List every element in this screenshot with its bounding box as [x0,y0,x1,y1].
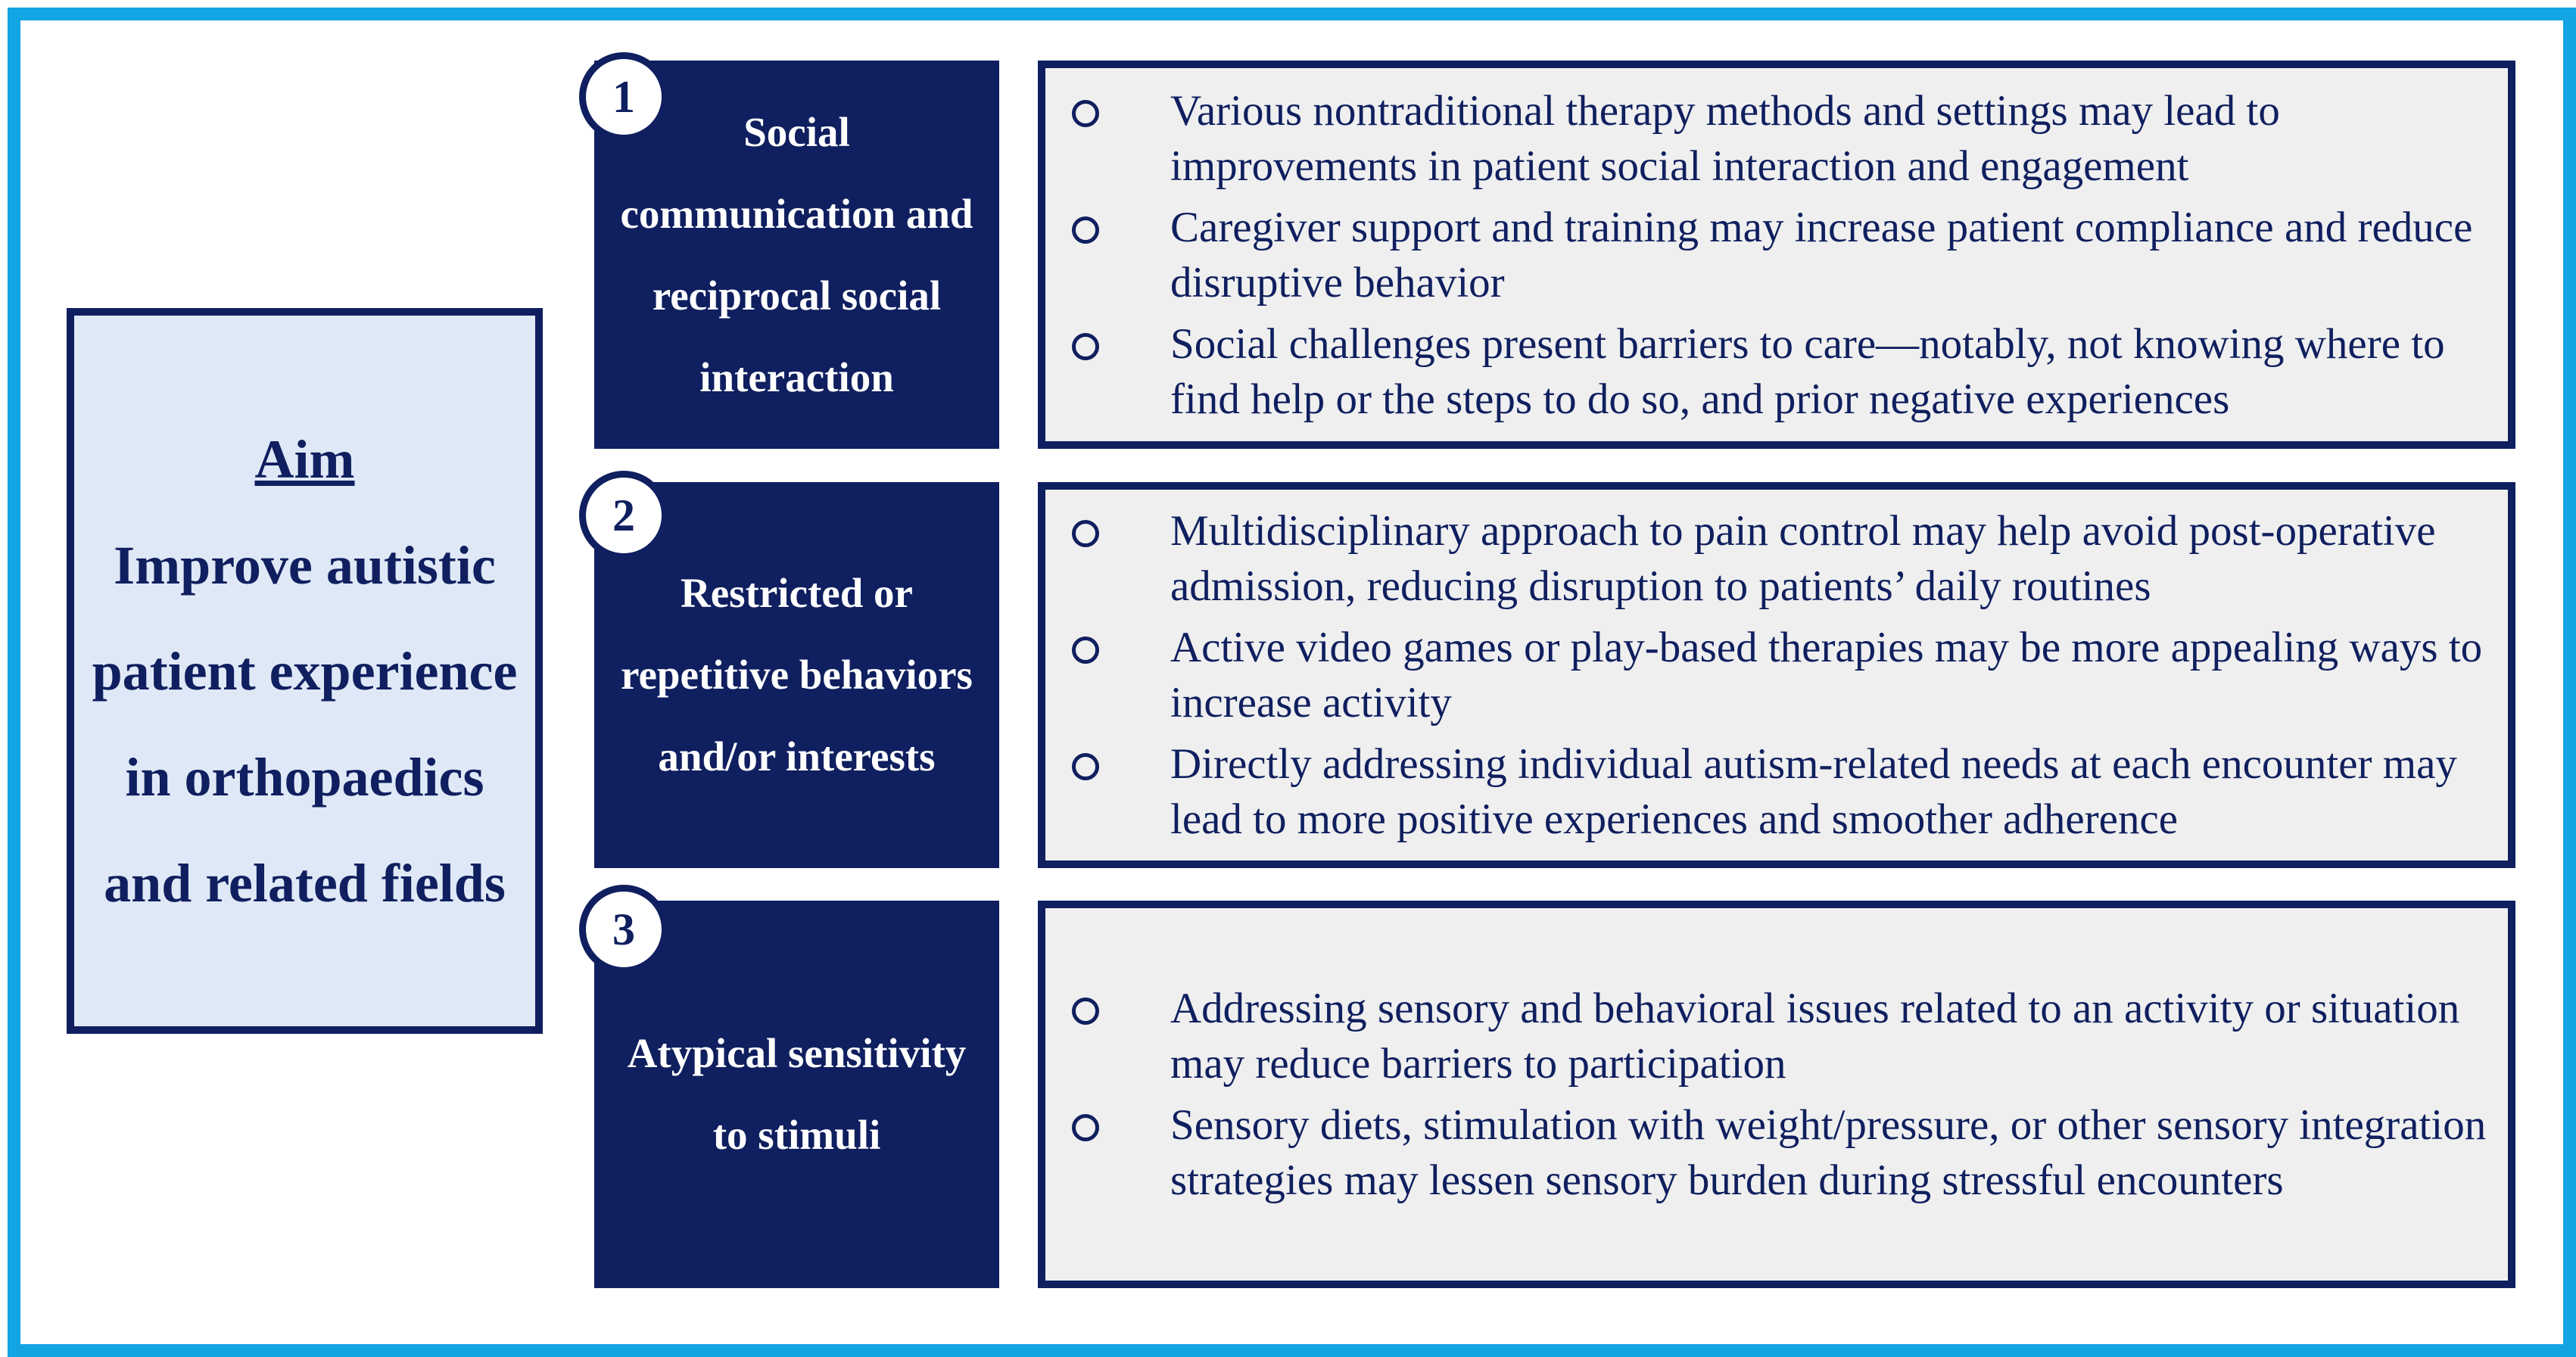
hollow-circle-bullet-icon [1072,520,1099,547]
category-number-badge-1 [579,52,668,142]
bullet-item-1-2 [1072,200,2493,310]
bullet-item-2-1 [1072,503,2493,614]
bullet-item-1-1 [1072,83,2493,194]
bullet-box-1 [1038,61,2515,449]
bullet-item-3-1 [1072,981,2493,1091]
bullet-text-1-3: Social challenges present barriers to care—notably, not knowing where to find help or the steps to do so, and prior negative experiences [1170,319,2445,423]
category-label-1: Social communication and reciprocal social interaction [620,108,973,400]
bullet-text-1-1: Various nontraditional therapy methods and settings may lead to improvements in patient social interaction and engagement [1170,86,2280,190]
bullet-item-2-3 [1072,736,2493,847]
category-number-3: 3 [612,904,635,954]
category-number-2: 2 [612,490,635,540]
hollow-circle-bullet-icon [1072,636,1099,664]
category-label-3: Atypical sensitivity to stimuli [627,1030,967,1158]
aim-box [67,308,543,1034]
bullet-text-2-2: Active video games or play-based therapies may be more appealing ways to increase activity [1170,624,2483,727]
aim-text: Improve autistic patient experience in orthopaedics and related fields [92,534,518,913]
bullet-item-2-2 [1072,620,2493,730]
bullet-item-1-3 [1072,316,2493,427]
bullet-text-1-2: Caregiver support and training may increase patient compliance and reduce disruptive behavior [1170,203,2473,307]
bullet-box-2 [1038,482,2515,868]
hollow-circle-bullet-icon [1072,753,1099,780]
category-number-badge-3 [579,885,668,974]
hollow-circle-bullet-icon [1072,998,1099,1025]
category-number-badge-2 [579,471,668,560]
bullet-text-2-3: Directly addressing individual autism-related needs at each encounter may lead to more positive experiences and smoother adherence [1170,740,2457,843]
bullet-item-3-2 [1072,1097,2493,1208]
category-number-1: 1 [612,71,635,122]
hollow-circle-bullet-icon [1072,1114,1099,1141]
bullet-text-2-1: Multidisciplinary approach to pain control may help avoid post-operative admission, reducing disruption to patients’ daily routines [1170,507,2436,610]
bullet-box-3 [1038,901,2515,1288]
bullet-text-3-2: Sensory diets, stimulation with weight/pressure, or other sensory integration strategies may lessen sensory burden during stressful encounters [1170,1101,2487,1204]
bullet-text-3-1: Addressing sensory and behavioral issues related to an activity or situation may reduce barriers to participation [1170,985,2460,1088]
aim-title: Aim [254,428,355,490]
hollow-circle-bullet-icon [1072,216,1099,244]
category-label-2: Restricted or repetitive behaviors and/or interests [621,570,973,780]
hollow-circle-bullet-icon [1072,100,1099,127]
hollow-circle-bullet-icon [1072,333,1099,360]
